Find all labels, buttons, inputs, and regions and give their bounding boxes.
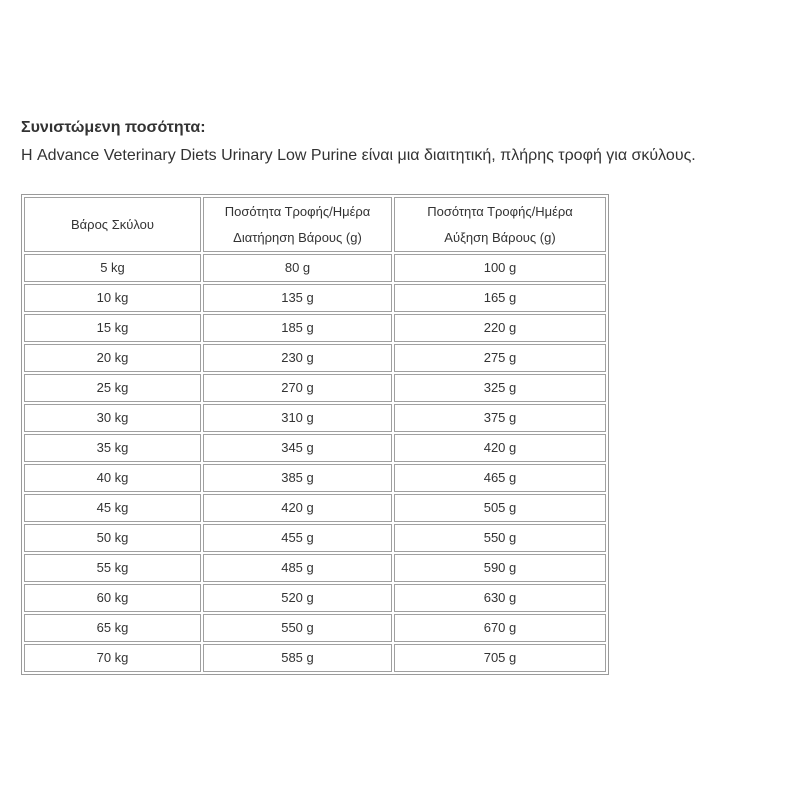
dosage-table-body	[24, 197, 606, 672]
header-maintenance-amount	[203, 197, 392, 252]
cell-dog-weight: 60 kg	[24, 584, 201, 612]
table-row	[24, 614, 606, 642]
header-dog-weight-label: Βάρος Σκύλου	[71, 216, 154, 232]
cell-gain-amount: 670 g	[394, 614, 606, 642]
header-gain-line2: Αύξηση Βάρους (g)	[444, 229, 556, 245]
cell-maintenance-amount: 550 g	[203, 614, 392, 642]
cell-gain-amount: 590 g	[394, 554, 606, 582]
cell-maintenance-amount: 485 g	[203, 554, 392, 582]
cell-maintenance-amount: 185 g	[203, 314, 392, 342]
cell-gain-amount: 165 g	[394, 284, 606, 312]
header-gain-amount	[394, 197, 606, 252]
table-row	[24, 404, 606, 432]
header-maintenance-line2: Διατήρηση Βάρους (g)	[233, 229, 362, 245]
cell-dog-weight: 20 kg	[24, 344, 201, 372]
cell-maintenance-amount: 230 g	[203, 344, 392, 372]
intro-text: Η Advance Veterinary Diets Urinary Low Purine είναι μια διαιτητική, πλήρης τροφή για σκύλους.	[21, 147, 696, 164]
cell-maintenance-amount: 135 g	[203, 284, 392, 312]
cell-maintenance-amount: 520 g	[203, 584, 392, 612]
cell-maintenance-amount: 585 g	[203, 644, 392, 672]
cell-gain-amount: 630 g	[394, 584, 606, 612]
cell-maintenance-amount: 420 g	[203, 494, 392, 522]
table-row	[24, 344, 606, 372]
table-row	[24, 374, 606, 402]
cell-gain-amount: 420 g	[394, 434, 606, 462]
cell-dog-weight: 45 kg	[24, 494, 201, 522]
cell-dog-weight: 25 kg	[24, 374, 201, 402]
table-row	[24, 464, 606, 492]
cell-maintenance-amount: 310 g	[203, 404, 392, 432]
cell-maintenance-amount: 80 g	[203, 254, 392, 282]
cell-gain-amount: 100 g	[394, 254, 606, 282]
section-heading: Συνιστώμενη ποσότητα:	[21, 119, 206, 136]
cell-gain-amount: 220 g	[394, 314, 606, 342]
cell-gain-amount: 550 g	[394, 524, 606, 552]
cell-gain-amount: 505 g	[394, 494, 606, 522]
cell-gain-amount: 325 g	[394, 374, 606, 402]
cell-dog-weight: 65 kg	[24, 614, 201, 642]
table-row	[24, 524, 606, 552]
table-row	[24, 494, 606, 522]
cell-dog-weight: 10 kg	[24, 284, 201, 312]
cell-maintenance-amount: 455 g	[203, 524, 392, 552]
cell-dog-weight: 40 kg	[24, 464, 201, 492]
cell-gain-amount: 275 g	[394, 344, 606, 372]
table-header-row	[24, 197, 606, 252]
cell-gain-amount: 375 g	[394, 404, 606, 432]
cell-dog-weight: 35 kg	[24, 434, 201, 462]
cell-maintenance-amount: 345 g	[203, 434, 392, 462]
cell-dog-weight: 15 kg	[24, 314, 201, 342]
table-row	[24, 554, 606, 582]
cell-maintenance-amount: 270 g	[203, 374, 392, 402]
header-gain-line1: Ποσότητα Τροφής/Ημέρα	[427, 203, 573, 219]
cell-dog-weight: 70 kg	[24, 644, 201, 672]
cell-gain-amount: 705 g	[394, 644, 606, 672]
cell-maintenance-amount: 385 g	[203, 464, 392, 492]
table-row	[24, 284, 606, 312]
cell-dog-weight: 55 kg	[24, 554, 201, 582]
cell-dog-weight: 30 kg	[24, 404, 201, 432]
header-dog-weight	[24, 197, 201, 252]
cell-dog-weight: 5 kg	[24, 254, 201, 282]
cell-gain-amount: 465 g	[394, 464, 606, 492]
table-row	[24, 254, 606, 282]
dosage-table	[21, 194, 609, 675]
table-row	[24, 584, 606, 612]
cell-dog-weight: 50 kg	[24, 524, 201, 552]
table-row	[24, 434, 606, 462]
table-row	[24, 314, 606, 342]
header-maintenance-line1: Ποσότητα Τροφής/Ημέρα	[224, 203, 371, 219]
table-row	[24, 644, 606, 672]
